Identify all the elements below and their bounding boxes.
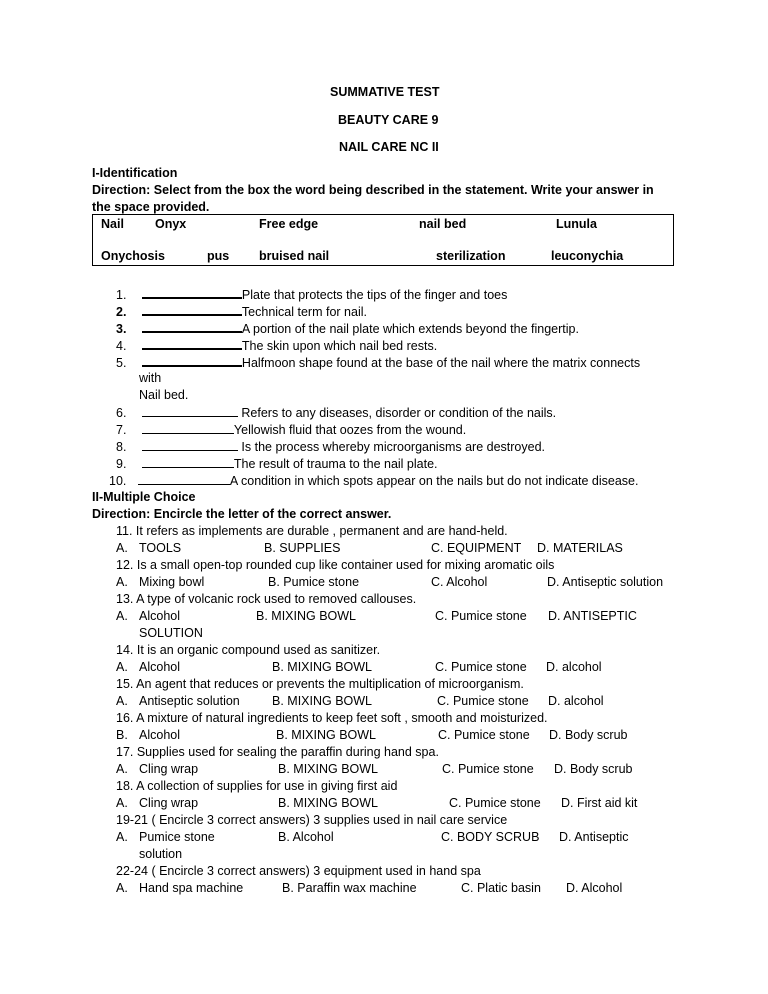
answer-blank[interactable]: [142, 319, 242, 333]
list-item-continuation: Nail bed.: [139, 388, 189, 402]
choice-letter[interactable]: A.: [116, 609, 128, 623]
choice-c[interactable]: C. Pumice stone: [435, 660, 527, 674]
choice-b[interactable]: B. MIXING BOWL: [276, 728, 377, 742]
list-item: 9. The result of trauma to the nail plate.: [116, 457, 438, 471]
choice-a[interactable]: Alcohol: [139, 728, 180, 742]
choice-c[interactable]: C. BODY SCRUB: [441, 830, 540, 844]
question-text: 19-21 ( Encircle 3 correct answers) 3 supplies used in nail care service: [116, 813, 508, 827]
subject-title: BEAUTY CARE 9: [338, 113, 439, 127]
choice-d[interactable]: D. First aid kit: [561, 796, 638, 810]
choice-b[interactable]: B. MIXING BOWL: [272, 660, 373, 674]
choice-d[interactable]: D. MATERILAS: [537, 541, 623, 555]
word-option: Lunula: [556, 217, 597, 231]
list-item: 4. The skin upon which nail bed rests.: [116, 336, 437, 354]
word-option: pus: [207, 249, 230, 263]
answer-blank[interactable]: [142, 421, 234, 434]
choice-b[interactable]: B. SUPPLIES: [264, 541, 341, 555]
question-text: 15. An agent that reduces or prevents the multiplication of microorganism.: [116, 677, 524, 691]
word-option: Nail: [101, 217, 124, 231]
choice-c[interactable]: C. Pumice stone: [442, 762, 534, 776]
word-option: Onychosis: [101, 249, 165, 263]
choice-a[interactable]: Mixing bowl: [139, 575, 205, 589]
choice-d[interactable]: D. Antiseptic solution: [547, 575, 664, 589]
multiple-choice-heading: II-Multiple Choice: [92, 490, 196, 504]
word-option: bruised nail: [259, 249, 330, 263]
choice-c[interactable]: C. Pumice stone: [449, 796, 541, 810]
word-option: Free edge: [259, 217, 319, 231]
choice-a[interactable]: Cling wrap: [139, 762, 199, 776]
question-text: 22-24 ( Encircle 3 correct answers) 3 equipment used in hand spa: [116, 864, 481, 878]
choice-d[interactable]: D. Alcohol: [566, 881, 623, 895]
choice-letter[interactable]: B.: [116, 728, 128, 742]
choice-letter[interactable]: A.: [116, 575, 128, 589]
word-option: Onyx: [155, 217, 187, 231]
word-box: [92, 214, 674, 266]
answer-blank[interactable]: [142, 455, 234, 468]
identification-heading: I-Identification: [92, 166, 178, 180]
choice-c[interactable]: C. Platic basin: [461, 881, 541, 895]
choice-d[interactable]: D. alcohol: [548, 694, 604, 708]
test-title: SUMMATIVE TEST: [330, 85, 440, 99]
identification-direction-line1: Direction: Select from the box the word being described in the statement. Write your answer in: [92, 183, 654, 197]
question-text: 17. Supplies used for sealing the paraffin during hand spa.: [116, 745, 439, 759]
answer-blank[interactable]: [142, 353, 242, 367]
answer-blank[interactable]: [142, 404, 238, 417]
list-item: 6. Refers to any diseases, disorder or condition of the nails.: [116, 406, 557, 420]
choice-a[interactable]: Hand spa machine: [139, 881, 244, 895]
list-item-continuation: with: [139, 371, 162, 385]
choice-b[interactable]: B. Pumice stone: [268, 575, 360, 589]
choice-letter[interactable]: A.: [116, 830, 128, 844]
choice-a[interactable]: Alcohol: [139, 609, 180, 623]
word-option: leuconychia: [551, 249, 624, 263]
choice-a-continuation: solution: [139, 847, 183, 861]
multiple-choice-direction: Direction: Encircle the letter of the correct answer.: [92, 507, 392, 521]
course-title: NAIL CARE NC II: [339, 140, 439, 154]
choice-letter[interactable]: A.: [116, 541, 128, 555]
choice-d[interactable]: D. alcohol: [546, 660, 602, 674]
choice-b[interactable]: B. MIXING BOWL: [272, 694, 373, 708]
choice-c[interactable]: C. EQUIPMENT: [431, 541, 522, 555]
question-text: 18. A collection of supplies for use in giving first aid: [116, 779, 398, 793]
question-text: 16. A mixture of natural ingredients to keep feet soft , smooth and moisturized.: [116, 711, 548, 725]
choice-b[interactable]: B. Paraffin wax machine: [282, 881, 417, 895]
choice-letter[interactable]: A.: [116, 881, 128, 895]
list-item: 5. Halfmoon shape found at the base of the nail where the matrix connects: [116, 353, 640, 371]
identification-direction-line2: the space provided.: [92, 200, 210, 214]
list-item: 7. Yellowish fluid that oozes from the wound.: [116, 423, 467, 437]
choice-c[interactable]: C. Pumice stone: [438, 728, 530, 742]
answer-blank[interactable]: [142, 336, 242, 350]
choice-d[interactable]: D. Body scrub: [549, 728, 628, 742]
list-item: 8. Is the process whereby microorganisms are destroyed.: [116, 440, 545, 454]
choice-d-continuation: SOLUTION: [139, 626, 203, 640]
choice-d[interactable]: D. ANTISEPTIC: [548, 609, 637, 623]
choice-a[interactable]: Antiseptic solution: [139, 694, 240, 708]
choice-d[interactable]: D. Antiseptic: [559, 830, 629, 844]
choice-b[interactable]: B. MIXING BOWL: [278, 796, 379, 810]
answer-blank[interactable]: [142, 438, 238, 451]
question-text: 12. Is a small open-top rounded cup like container used for mixing aromatic oils: [116, 558, 555, 572]
choice-b[interactable]: B. MIXING BOWL: [278, 762, 379, 776]
question-text: 13. A type of volcanic rock used to removed callouses.: [116, 592, 417, 606]
question-text: 14. It is an organic compound used as sanitizer.: [116, 643, 381, 657]
list-item: 3. A portion of the nail plate which extends beyond the fingertip.: [116, 319, 579, 337]
choice-a[interactable]: Alcohol: [139, 660, 180, 674]
list-item: 10. A condition in which spots appear on the nails but do not indicate disease.: [109, 474, 639, 488]
word-option: sterilization: [436, 249, 506, 263]
choice-letter[interactable]: A.: [116, 660, 128, 674]
answer-blank[interactable]: [138, 472, 230, 485]
choice-a[interactable]: Cling wrap: [139, 796, 199, 810]
choice-c[interactable]: C. Pumice stone: [435, 609, 527, 623]
choice-letter[interactable]: A.: [116, 694, 128, 708]
choice-a[interactable]: TOOLS: [139, 541, 182, 555]
answer-blank[interactable]: [142, 302, 242, 316]
choice-b[interactable]: B. MIXING BOWL: [256, 609, 357, 623]
choice-c[interactable]: C. Alcohol: [431, 575, 488, 589]
question-text: 11. It refers as implements are durable , permanent and are hand-held.: [116, 524, 508, 538]
choice-b[interactable]: B. Alcohol: [278, 830, 334, 844]
choice-letter[interactable]: A.: [116, 796, 128, 810]
list-item: 2. Technical term for nail.: [116, 302, 367, 320]
word-option: nail bed: [419, 217, 467, 231]
choice-d[interactable]: D. Body scrub: [554, 762, 633, 776]
choice-letter[interactable]: A.: [116, 762, 128, 776]
answer-blank[interactable]: [142, 285, 242, 299]
list-item: 1. Plate that protects the tips of the finger and toes: [116, 285, 507, 303]
choice-a[interactable]: Pumice stone: [139, 830, 215, 844]
choice-c[interactable]: C. Pumice stone: [437, 694, 529, 708]
